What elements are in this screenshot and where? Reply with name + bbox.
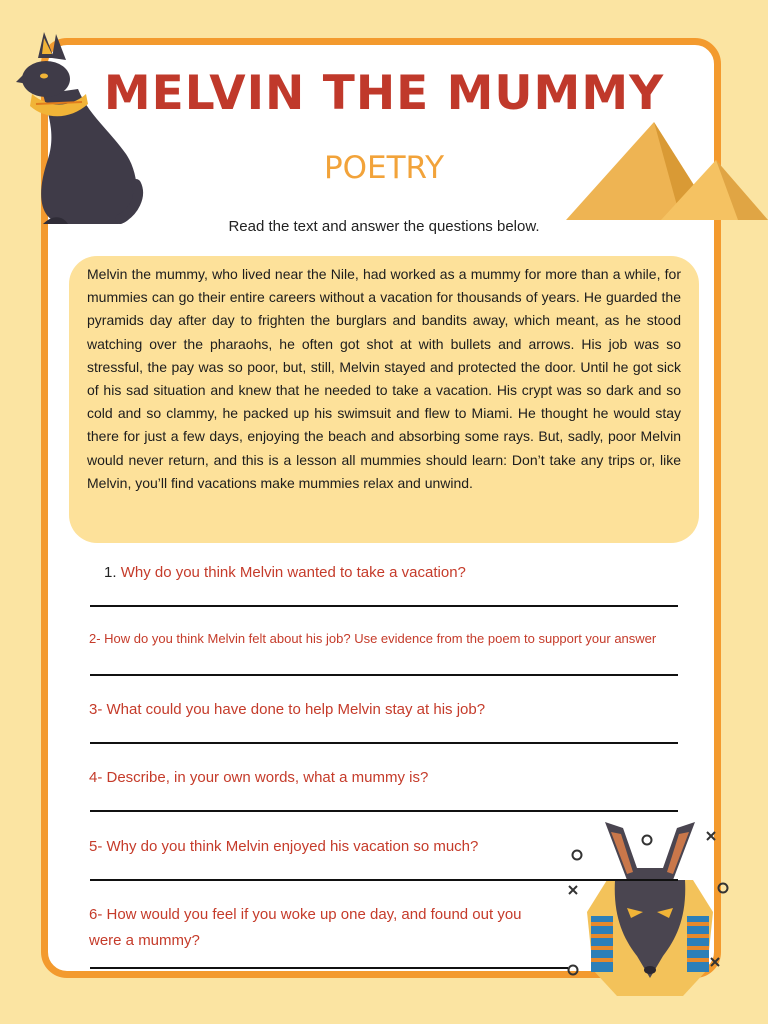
page-subtitle: POETRY (323, 150, 445, 186)
question-2: 2- How do you think Melvin felt about his job? Use evidence from the poem to support your answer (89, 631, 657, 646)
page-title: MELVIN THE MUMMY (103, 66, 665, 121)
question-6: 6- How would you feel if you woke up one day, and found out you were a mummy? (89, 906, 522, 949)
cat-icon (8, 24, 148, 224)
question-1-number: 1. (104, 564, 117, 581)
answer-line-1[interactable] (90, 605, 678, 607)
question-1-text: Why do you think Melvin wanted to take a vacation? (120, 564, 466, 581)
passage-text: Melvin the mummy, who lived near the Nile, had worked as a mummy for more than a while, for mummies can go their entire careers without a vacation for thousands of years. He guarded the pyramids day after day to frighten the burglars and bandits away, which meant, as he stood watching over the pharaohs, he often got shot at with bullets and arrows. His job was so stressful, the pay was so poor, but, still, Melvin stayed and protected the door. Until he got sick of his sad situation and knew that he needed to take a vacation. His crypt was so dark and so cold and so clammy, he packed up his swimsuit and flew to Miami. He thought he would stay there for just a few days, enjoying the beach and absorbing some rays. But, sadly, poor Melvin would never return, and this is a lesson all mummies should learn: Don’t take any trips or, like Melvin, you’ll find vacations make mummies relax and unwind. (87, 266, 681, 491)
question-1 (104, 560, 724, 586)
instructions-text: Read the text and answer the questions below. (228, 218, 540, 235)
answer-line-2[interactable] (90, 674, 678, 676)
passage-box (69, 256, 699, 543)
question-3: 3- What could you have done to help Melvin stay at his job? (89, 701, 486, 718)
question-4: 4- Describe, in your own words, what a mummy is? (89, 769, 429, 786)
question-5: 5- Why do you think Melvin enjoyed his vacation so much? (89, 838, 479, 855)
answer-line-5[interactable] (90, 879, 678, 881)
answer-line-3[interactable] (90, 742, 678, 744)
answer-line-6[interactable] (90, 967, 568, 969)
answer-line-4[interactable] (90, 810, 678, 812)
